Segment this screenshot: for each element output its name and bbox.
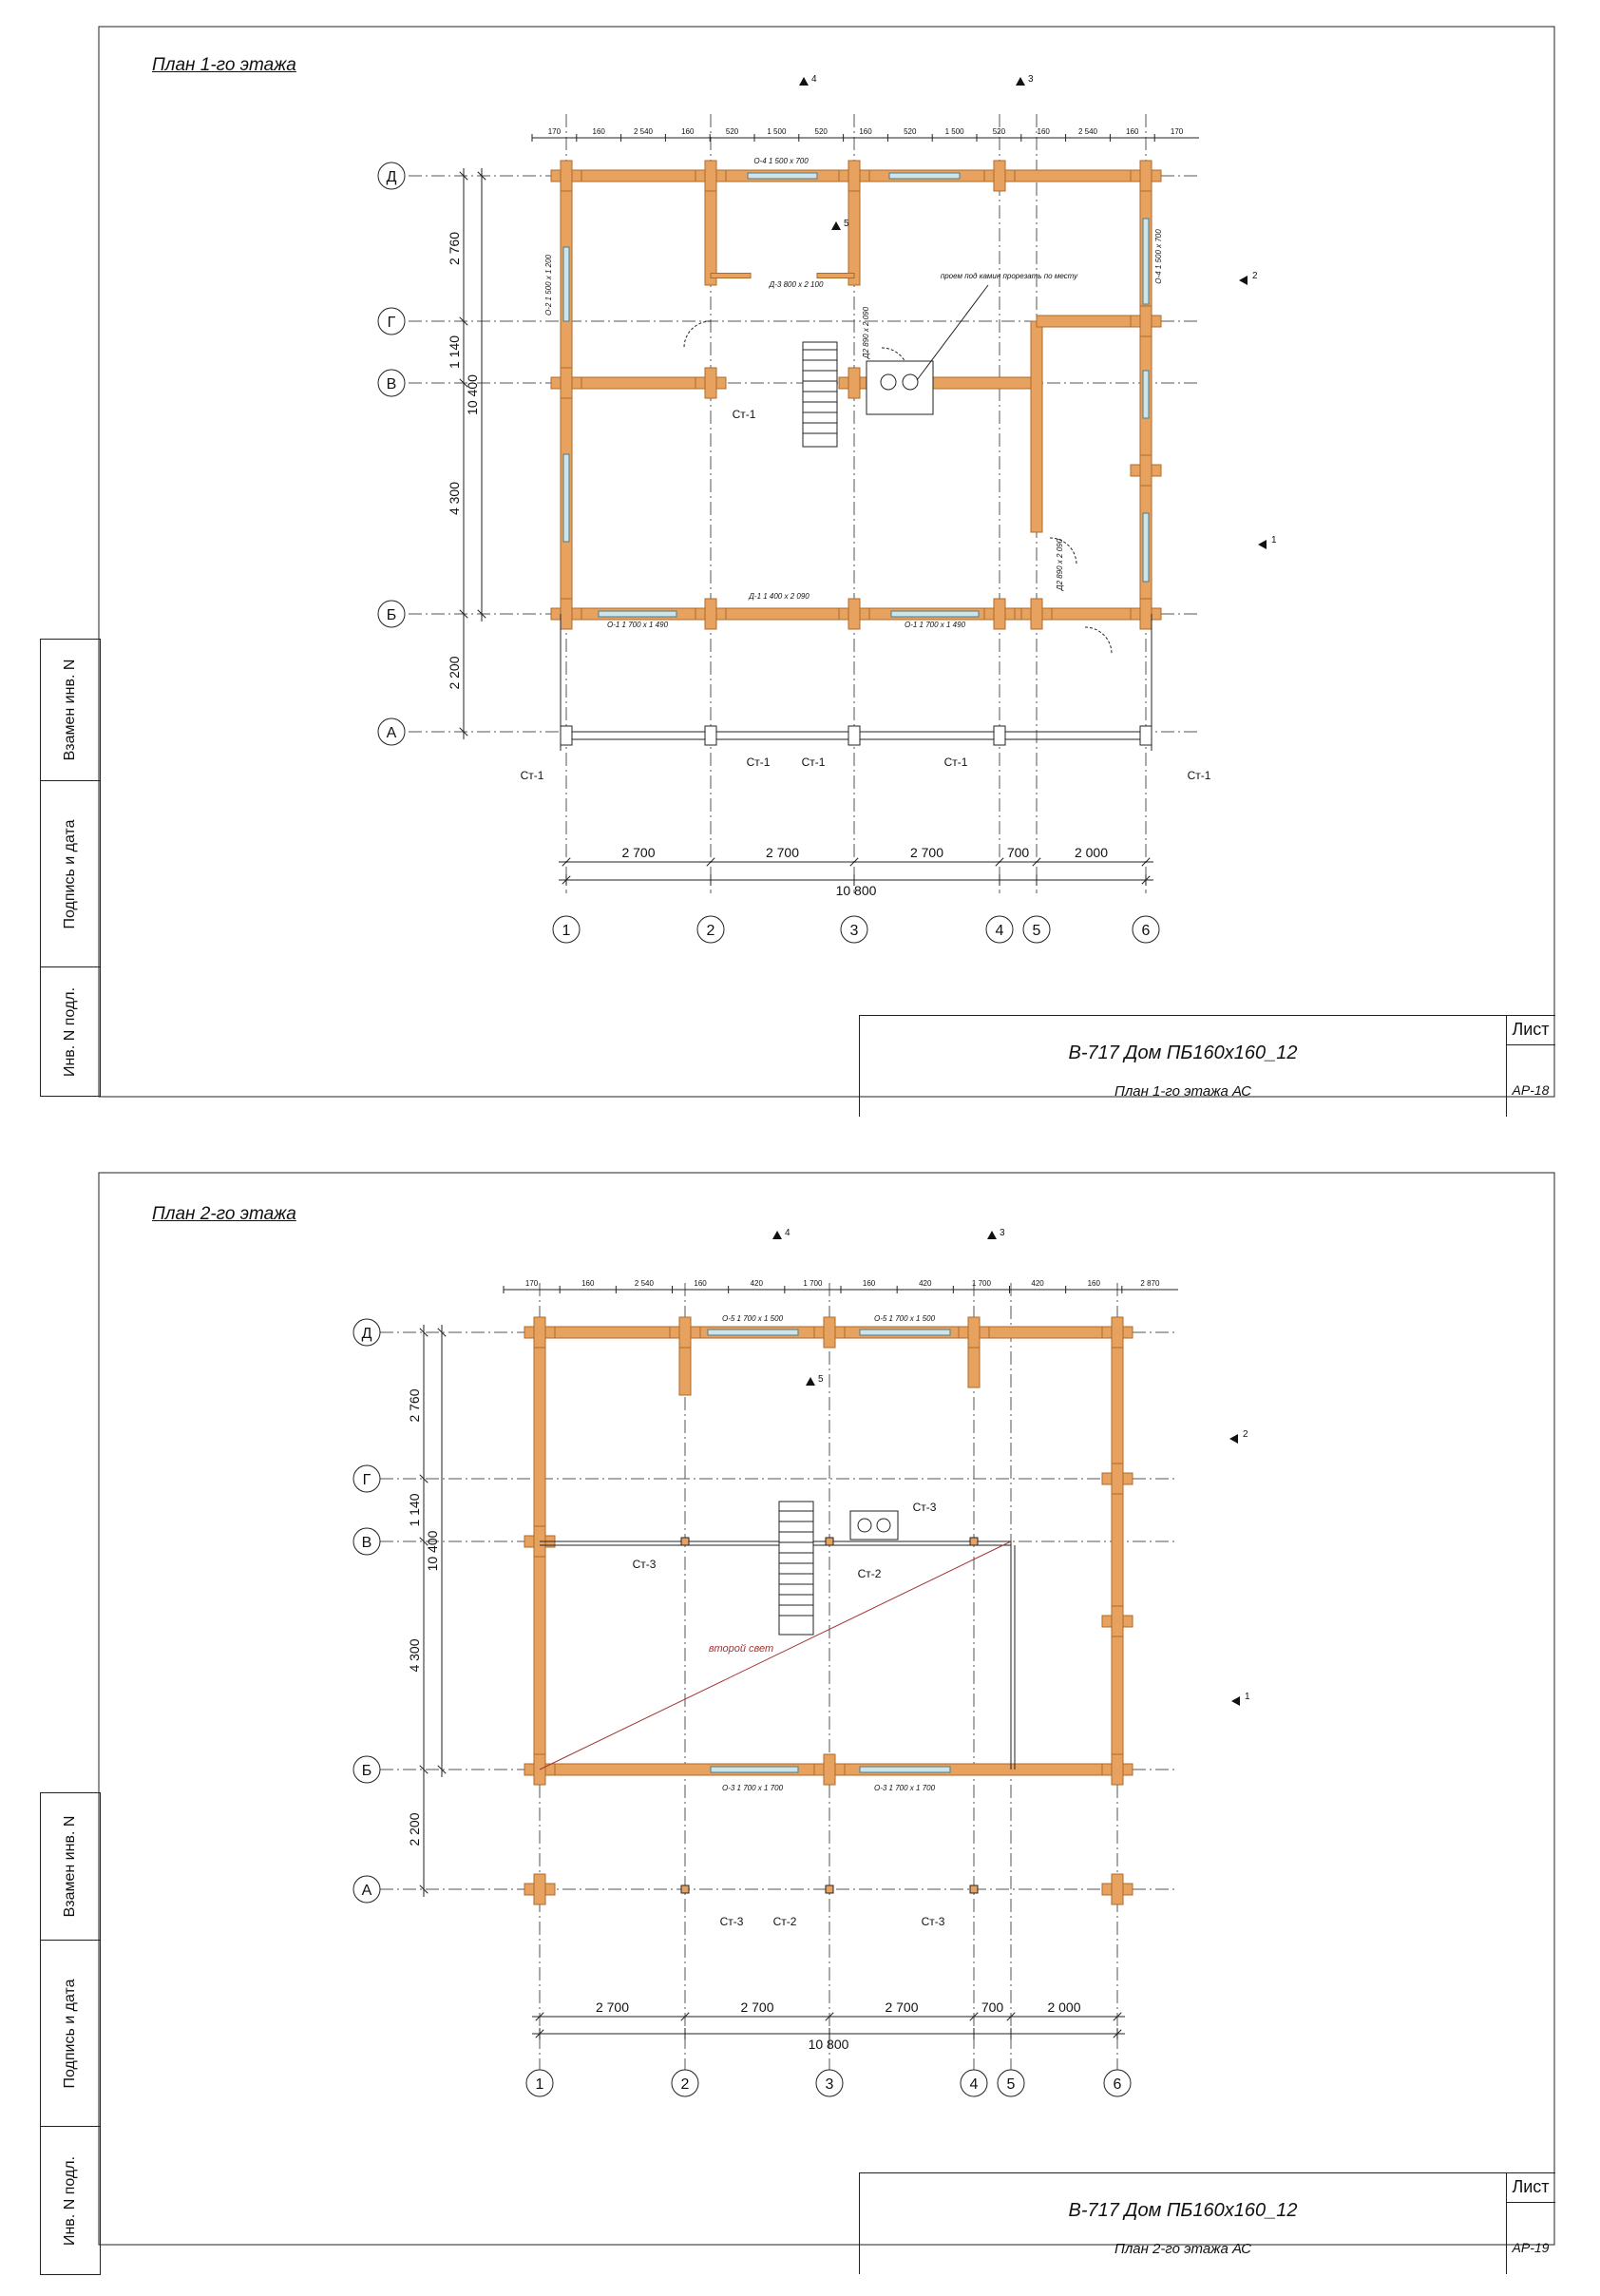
axis-col-5-label: 6 [1113,2076,1122,2093]
replace-inv-label: Взамен инв. N [62,659,78,761]
log-wall [1031,321,1042,532]
row-span-dim: 2 760 [407,1388,422,1423]
floor-plan-2-drawing [0,1150,1600,2296]
inv-number-label: Инв. N подл. [62,986,78,1078]
post-label: Ст-2 [772,1915,797,1928]
log-corner [994,161,1005,191]
top-dim: 1 500 [767,127,787,136]
section-mark-label: 3 [1000,1228,1005,1238]
window [563,247,569,321]
top-dim: 420 [1031,1279,1044,1288]
second-light-diagonal [540,1541,1011,1770]
door-label: Д-1 1 400 х 2 090 [749,592,810,601]
window-label: О-3 1 700 х 1 700 [873,1784,936,1792]
log-corner [561,368,572,398]
top-dim: 160 [581,1279,595,1288]
log-corner [1031,599,1042,629]
window-label: О-3 1 700 х 1 700 [721,1784,784,1792]
door-label: Д-3 800 х 2 100 [769,280,824,289]
col-span-dim: 2 000 [1047,1999,1081,2015]
top-dim: 170 [547,127,562,136]
row-total-dim: 10 400 [465,374,480,415]
log-corner [1112,1606,1123,1636]
post-label: Ст-1 [732,408,756,421]
log-corner [679,1317,691,1348]
window [711,1767,798,1772]
window [1143,513,1149,582]
door-label: Д2 890 х 2 090 [862,306,870,359]
top-dim: 160 [681,127,695,136]
axis-row-1-label: Г [387,315,396,331]
top-dim: 160 [592,127,605,136]
sheet-code: АР-18 [1512,1082,1550,1098]
log-wall [1037,316,1146,327]
terrace-post [1140,726,1152,745]
post-label: Ст-1 [520,769,544,782]
window-label: О-1 1 700 х 1 490 [904,621,966,629]
section-mark [806,1377,815,1386]
section-mark [831,221,841,230]
axis-col-0-label: 1 [535,2076,544,2093]
axis-col-3-label: 4 [969,2076,979,2093]
post-label: Ст-3 [719,1915,744,1928]
post-label: Ст-1 [943,756,968,769]
window [860,1330,950,1335]
axis-row-0-label: Д [361,1326,372,1342]
project-title: В-717 Дом ПБ160х160_12 [1068,2200,1298,2221]
log-corner [1112,1317,1123,1348]
section-mark [772,1231,782,1239]
axis-col-4-label: 5 [1006,2076,1016,2093]
axis-row-4-label: А [386,725,397,741]
sheet-1 [0,0,1600,1140]
sheet-list-label: Лист [1512,2177,1550,2196]
post-marker [970,1885,978,1893]
top-dim: 1 700 [803,1279,823,1288]
section-mark [987,1231,997,1239]
log-corner [1140,599,1152,629]
axis-row-2-label: В [386,376,397,392]
log-corner [848,368,860,398]
section-mark-label: 5 [818,1374,824,1385]
section-mark-label: 5 [844,219,849,229]
col-total-dim: 10 800 [808,2037,849,2052]
section-mark [799,77,809,86]
top-dim: 520 [992,127,1006,136]
axis-col-3-label: 4 [995,923,1004,939]
row-span-dim: 2 200 [407,1812,422,1846]
row-span-dim: 2 200 [447,656,462,690]
terrace-post [561,726,572,745]
window-label: О-5 1 700 х 1 500 [721,1314,784,1323]
top-dim: 160 [1087,1279,1100,1288]
section-mark [1016,77,1025,86]
axis-row-0-label: Д [386,169,397,185]
row-span-dim: 1 140 [407,1493,422,1527]
log-corner [848,599,860,629]
log-corner [534,1317,545,1348]
col-span-dim: 700 [981,1999,1004,2015]
window-label: О-4 1 500 х 700 [1154,229,1163,284]
post-label: Ст-3 [921,1915,945,1928]
top-dim: 420 [750,1279,763,1288]
axis-col-5-label: 6 [1141,923,1151,939]
section-mark-label: 1 [1271,535,1277,545]
title-block [859,1015,1555,1117]
top-dim: 160 [694,1279,707,1288]
sheet-subtitle: План 2-го этажа АС [1114,2241,1252,2257]
col-span-dim: 2 700 [765,845,800,860]
axis-row-3-label: Б [361,1763,372,1779]
side-strip [40,1792,101,2275]
post-marker [681,1885,689,1893]
plan-title: План 1-го этажа [152,55,296,75]
section-mark [1258,540,1267,549]
col-span-dim: 2 700 [740,1999,774,2015]
staircase [803,342,837,447]
sign-date-label: Подпись и дата [62,1979,78,2089]
floor-plan-1-drawing [0,0,1600,1140]
section-mark-label: 3 [1028,74,1034,85]
axis-row-3-label: Б [386,607,397,623]
top-dim: 2 540 [1077,127,1098,136]
axis-row-2-label: В [361,1535,372,1551]
log-corner [1112,1754,1123,1785]
section-mark [1239,276,1248,285]
col-total-dim: 10 800 [835,883,877,898]
top-dim: 2 870 [1140,1279,1160,1288]
axis-col-2-label: 3 [825,2076,834,2093]
axis-col-1-label: 2 [680,2076,690,2093]
window [748,173,817,179]
window [889,173,960,179]
axis-col-2-label: 3 [849,923,859,939]
post-label: Ст-1 [746,756,771,769]
top-dim: 160 [862,1279,876,1288]
terrace-post [705,726,716,745]
door-swing [684,321,711,348]
post-marker [681,1538,689,1545]
post-label: Ст-3 [912,1501,937,1514]
section-mark-label: 2 [1243,1429,1248,1440]
col-span-dim: 2 700 [909,845,944,860]
top-dim: 170 [1170,127,1184,136]
log-corner [561,161,572,191]
section-mark-label: 1 [1245,1692,1250,1702]
post-marker [826,1538,833,1545]
post-label: Ст-3 [632,1558,657,1571]
sheet-frame [99,27,1554,1097]
log-wall [817,274,854,278]
top-dim: 520 [904,127,917,136]
section-mark [1231,1696,1240,1706]
log-corner [824,1317,835,1348]
log-corner [705,368,716,398]
window-label: О-2 1 500 х 1 200 [544,254,553,316]
section-mark-label: 2 [1252,271,1258,281]
post-marker [826,1885,833,1893]
window [860,1767,950,1772]
window [599,611,676,617]
row-span-dim: 4 300 [447,481,462,516]
window [708,1330,798,1335]
row-total-dim: 10 400 [425,1530,440,1572]
log-corner [1112,1464,1123,1494]
second-light-label: второй свет [708,1643,774,1655]
window [891,611,979,617]
sheet-list-label: Лист [1512,1020,1550,1039]
top-dim: 1 500 [944,127,964,136]
top-dim: 170 [524,1279,539,1288]
window [1143,219,1149,304]
terrace-post [994,726,1005,745]
axis-col-0-label: 1 [562,923,571,939]
top-dim: 520 [725,127,739,136]
note-fireplace: проем под камин прорезать по месту [940,272,1078,280]
replace-inv-label: Взамен инв. N [62,1815,78,1918]
door-swing [1085,627,1112,654]
sign-date-label: Подпись и дата [62,819,78,929]
section-mark [1229,1434,1238,1444]
title-block [859,2172,1555,2274]
inv-number-label: Инв. N подл. [62,2155,78,2247]
axis-col-1-label: 2 [706,923,715,939]
plan-title: План 2-го этажа [152,1204,296,1224]
log-corner [824,1754,835,1785]
sheet-code: АР-19 [1512,2240,1550,2255]
door-label: Д2 890 х 2 090 [1056,538,1064,591]
top-dim: 420 [919,1279,932,1288]
top-dim: 2 540 [633,127,654,136]
section-mark-label: 4 [785,1228,790,1238]
top-dim: 1 700 [971,1279,991,1288]
top-dim: 160 [859,127,872,136]
window [1143,371,1149,418]
log-wall [1112,1321,1123,1781]
sheet-2 [0,1150,1600,2290]
log-corner [1112,1874,1123,1904]
row-span-dim: 2 760 [447,231,462,266]
log-corner [705,161,716,191]
window [563,454,569,542]
post-label: Ст-1 [801,756,826,769]
side-strip [40,639,101,1097]
log-corner [705,599,716,629]
project-title: В-717 Дом ПБ160х160_12 [1068,1043,1298,1063]
fireplace [867,361,933,414]
top-dim: 520 [814,127,828,136]
section-mark-label: 4 [811,74,817,85]
log-corner [968,1317,980,1348]
log-corner [534,1874,545,1904]
axis-row-1-label: Г [362,1472,371,1488]
window-label: О-1 1 700 х 1 490 [606,621,669,629]
row-span-dim: 4 300 [407,1638,422,1673]
log-corner [1140,306,1152,336]
top-dim: 2 540 [634,1279,654,1288]
axis-row-4-label: А [361,1883,372,1899]
leader [917,285,988,380]
log-corner [1140,455,1152,486]
post-marker [970,1538,978,1545]
log-wall [711,274,751,278]
terrace-post [848,726,860,745]
post-label: Ст-2 [857,1567,882,1580]
top-dim: 160 [1126,127,1139,136]
col-span-dim: 2 700 [885,1999,919,2015]
col-span-dim: 2 700 [621,845,656,860]
top-dim: 160 [1037,127,1050,136]
window-label: О-4 1 500 х 700 [753,157,809,165]
col-span-dim: 700 [1006,845,1030,860]
col-span-dim: 2 000 [1074,845,1109,860]
sheet-subtitle: План 1-го этажа АС [1114,1083,1252,1100]
window-label: О-5 1 700 х 1 500 [873,1314,936,1323]
log-corner [561,599,572,629]
log-corner [994,599,1005,629]
row-span-dim: 1 140 [447,335,462,370]
axis-col-4-label: 5 [1032,923,1041,939]
log-corner [848,161,860,191]
post-label: Ст-1 [1187,769,1211,782]
col-span-dim: 2 700 [595,1999,630,2015]
log-corner [1140,161,1152,191]
